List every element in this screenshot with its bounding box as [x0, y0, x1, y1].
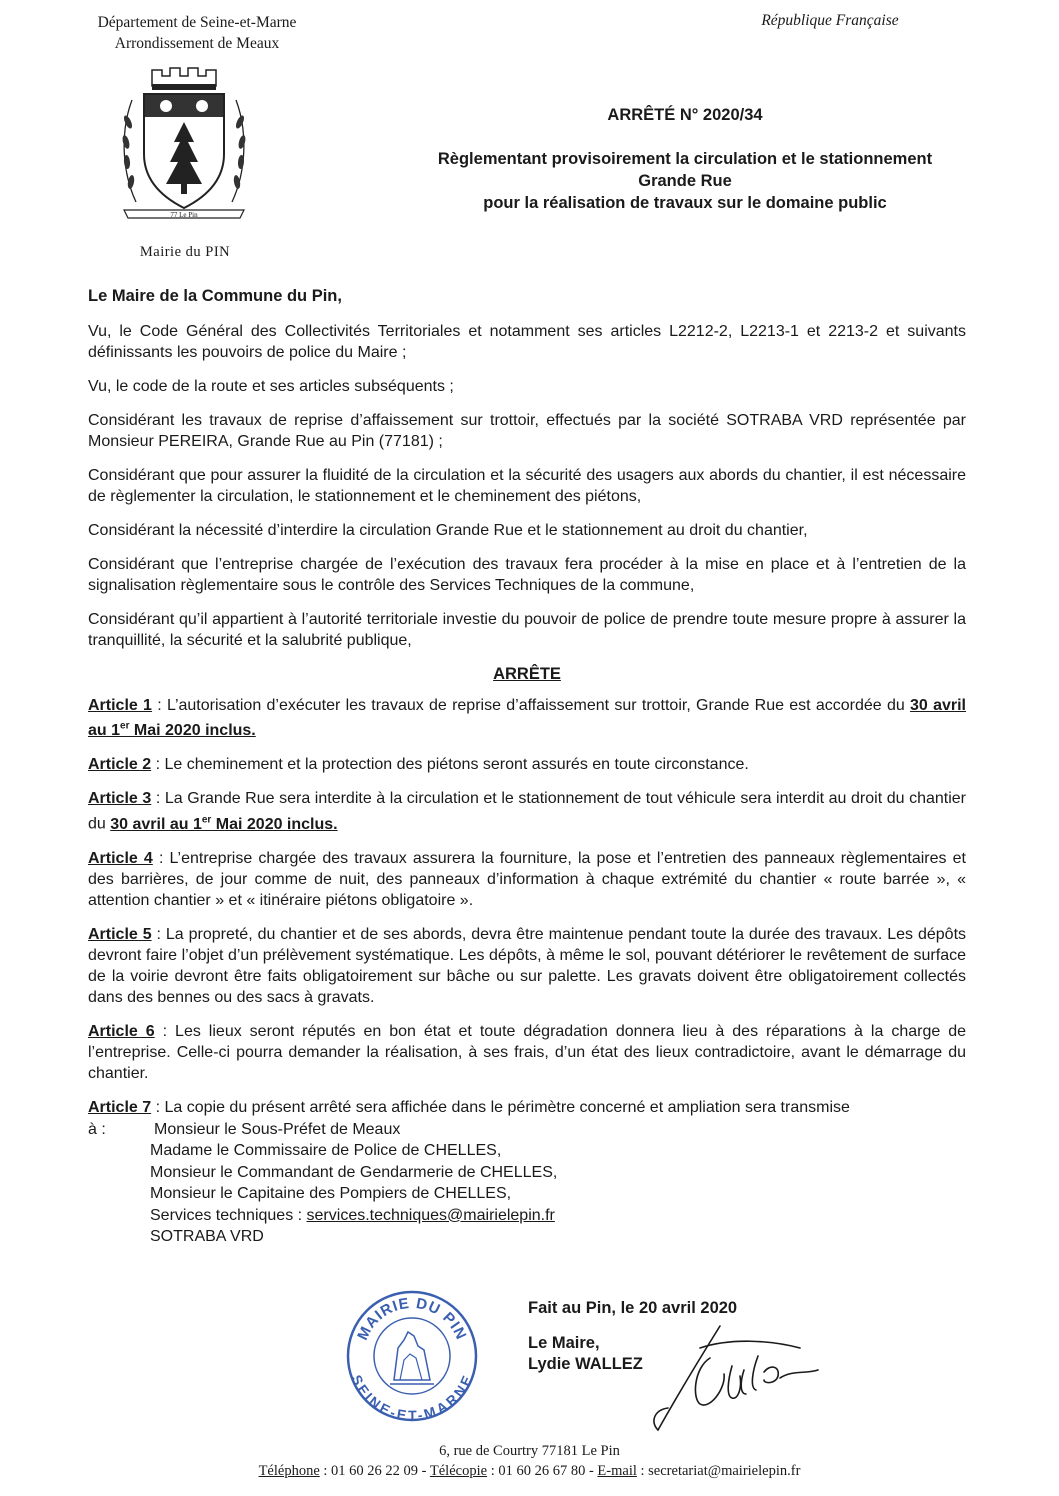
recipient-5-prefix: Services techniques : [150, 1206, 307, 1224]
issuer-header [62, 12, 332, 54]
article-3-text: : La Grande Rue sera interdite à la circulation et le stationnement de tout véhicule sera interdit au droit du chantier du [88, 790, 967, 833]
article-7-label: Article 7 [88, 1098, 152, 1116]
article-5-text: : La propreté, du chantier et de ses abords, devra être maintenue pendant toute la durée des travaux. Les dépôts devront faire l’objet d’un prélèvement systématique. Les dépôts, à même le sol, pouvant détériorer le revêtement de surface de la voirie devront être faits obligatoirement sur bâche ou sur palette. Les gravats doivent être obligatoirement collectés dans des bennes ou des sacs à gravats. [88, 925, 967, 1006]
stamp-top-text: MAIRIE DU PIN [354, 1294, 470, 1343]
footer [0, 1441, 1059, 1481]
considering-paragraph-3: Considérant la nécessité d’interdire la circulation Grande Rue et le stationnement au droit du chantier, [88, 522, 808, 539]
services-email-link[interactable]: services.techniques@mairielepin.fr [306, 1206, 555, 1224]
article-2 [88, 754, 966, 775]
article-2-label: Article 2 [88, 756, 152, 774]
article-1-dates: 30 avril au 1er Mai 2020 inclus. [88, 697, 967, 740]
article-6 [88, 1021, 966, 1084]
recipient-1: Monsieur le Sous-Préfet de Meaux [154, 1120, 401, 1138]
email-label: E-mail [597, 1463, 637, 1479]
place-date: Fait au Pin, le 20 avril 2020 [528, 1299, 738, 1317]
handwritten-signature-icon [640, 1318, 830, 1438]
recipient-2: Madame le Commissaire de Police de CHELLES, [150, 1142, 502, 1160]
phone-label: Téléphone [258, 1463, 320, 1479]
recipient-5 [150, 1205, 966, 1227]
vu-paragraph-1: Vu, le Code Général des Collectivités Territoriales et notamment ses articles L2212-2, L2213-1 et 2213-2 et suivants définissants les pouvoirs de police du Maire ; [88, 323, 966, 361]
arrete-heading: ARRÊTE [493, 665, 561, 683]
article-7-text: : La copie du présent arrêté sera affichée dans le périmètre concerné et ampliation sera transmise [151, 1098, 850, 1116]
article-6-label: Article 6 [88, 1022, 155, 1040]
article-5-label: Article 5 [88, 925, 152, 943]
considering-paragraph-1: Considérant les travaux de reprise d’affaissement sur trottoir, effectués par la société SOTRABA VRD représentée par Monsieur PEREIRA, Grande Rue au Pin (77181) ; [88, 412, 966, 450]
article-4-text: : L’entreprise chargée des travaux assurera la fourniture, la pose et l’entretien des panneaux règlementaires et des barrières, de jour comme de nuit, des panneaux d’information à chaque extrémité du chantier « route barrée », « attention chantier » et « itinéraire piétons obligatoire ». [88, 849, 966, 909]
article-4-label: Article 4 [88, 849, 153, 867]
coat-of-arms-icon [118, 62, 250, 222]
department-label: Département de Seine-et-Marne [97, 14, 297, 31]
article-4 [88, 848, 966, 911]
vu-paragraph-2: Vu, le code de la route et ses articles subséquents ; [88, 378, 454, 395]
official-stamp-icon [344, 1288, 480, 1424]
article-7 [88, 1097, 966, 1118]
considering-paragraph-4: Considérant que l’entreprise chargée de l’exécution des travaux fera procéder à la mise en place et à l’entretien de la signalisation règlementaire sous le contrôle des Services Techniques de la commune, [88, 556, 966, 594]
decree-title-block [360, 104, 1010, 214]
considering-paragraph-5: Considérant qu’il appartient à l’autorité territoriale investie du pouvoir de police de prendre toute mesure propre à assurer la tranquillité, la sécurité et la salubrité publique, [88, 611, 966, 649]
arrondissement-label: Arrondissement de Meaux [114, 35, 280, 52]
stamp-bottom-text: SEINE-ET-MARNE [348, 1372, 476, 1424]
fax-label: Télécopie [429, 1463, 488, 1479]
recipient-list [88, 1119, 966, 1248]
article-3 [88, 788, 966, 834]
article-3-dates: 30 avril au 1er Mai 2020 inclus. [110, 814, 338, 833]
article-1-label: Article 1 [88, 697, 152, 714]
article-6-text: : Les lieux seront réputés en bon état et toute dégradation donnera lieu à des réparations à la charge de l’entreprise. Celle-ci pourra demander la réalisation, à ses frais, d’un état des lieux contradictoire, avant le démarrage du chantier. [88, 1022, 967, 1082]
decree-subject-line1: Règlementant provisoirement la circulation et le stationnement [437, 150, 933, 168]
recipient-3: Monsieur le Commandant de Gendarmerie de CHELLES, [150, 1163, 558, 1181]
phone-number: : 01 60 26 22 09 - [319, 1463, 430, 1479]
article-1 [88, 695, 966, 741]
footer-contacts [0, 1461, 1059, 1481]
republic-label: République Française [761, 12, 899, 29]
mayor-heading: Le Maire de la Commune du Pin, [88, 287, 342, 305]
recipient-6: SOTRABA VRD [150, 1228, 264, 1246]
decree-body [88, 286, 966, 1248]
svg-text:MAIRIE DU PIN [354, 1295, 470, 1343]
article-5 [88, 924, 966, 1008]
article-1-text: : L’autorisation d’exécuter les travaux de reprise d’affaissement sur trottoir, Grande Rue est accordée du [151, 697, 911, 714]
signatory-role: Le Maire, [528, 1334, 600, 1352]
article-2-text: : Le cheminement et la protection des piétons seront assurés en toute circonstance. [151, 756, 749, 774]
considering-paragraph-2: Considérant que pour assurer la fluidité de la circulation et la sécurité des usagers aux abords du chantier, il est nécessaire de règlementer la circulation, le stationnement et le cheminement des piétons, [88, 467, 966, 505]
footer-email[interactable]: : secretariat@mairielepin.fr [636, 1463, 801, 1479]
article-3-label: Article 3 [88, 790, 152, 808]
decree-number: ARRÊTÉ N° 2020/34 [607, 106, 763, 124]
decree-subject-line3: pour la réalisation de travaux sur le domaine public [483, 194, 887, 212]
signatory-name: Lydie WALLEZ [528, 1355, 643, 1373]
mairie-label: Mairie du PIN [139, 244, 231, 260]
decree-subject-line2: Grande Rue [638, 172, 732, 190]
recipient-prefix: à : [88, 1120, 106, 1138]
fax-number: : 01 60 26 67 80 - [487, 1463, 598, 1479]
recipient-4: Monsieur le Capitaine des Pompiers de CHELLES, [150, 1185, 512, 1203]
crest-ribbon-text: 77 Le Pin [170, 211, 198, 219]
footer-address: 6, rue de Courtry 77181 Le Pin [439, 1443, 620, 1459]
